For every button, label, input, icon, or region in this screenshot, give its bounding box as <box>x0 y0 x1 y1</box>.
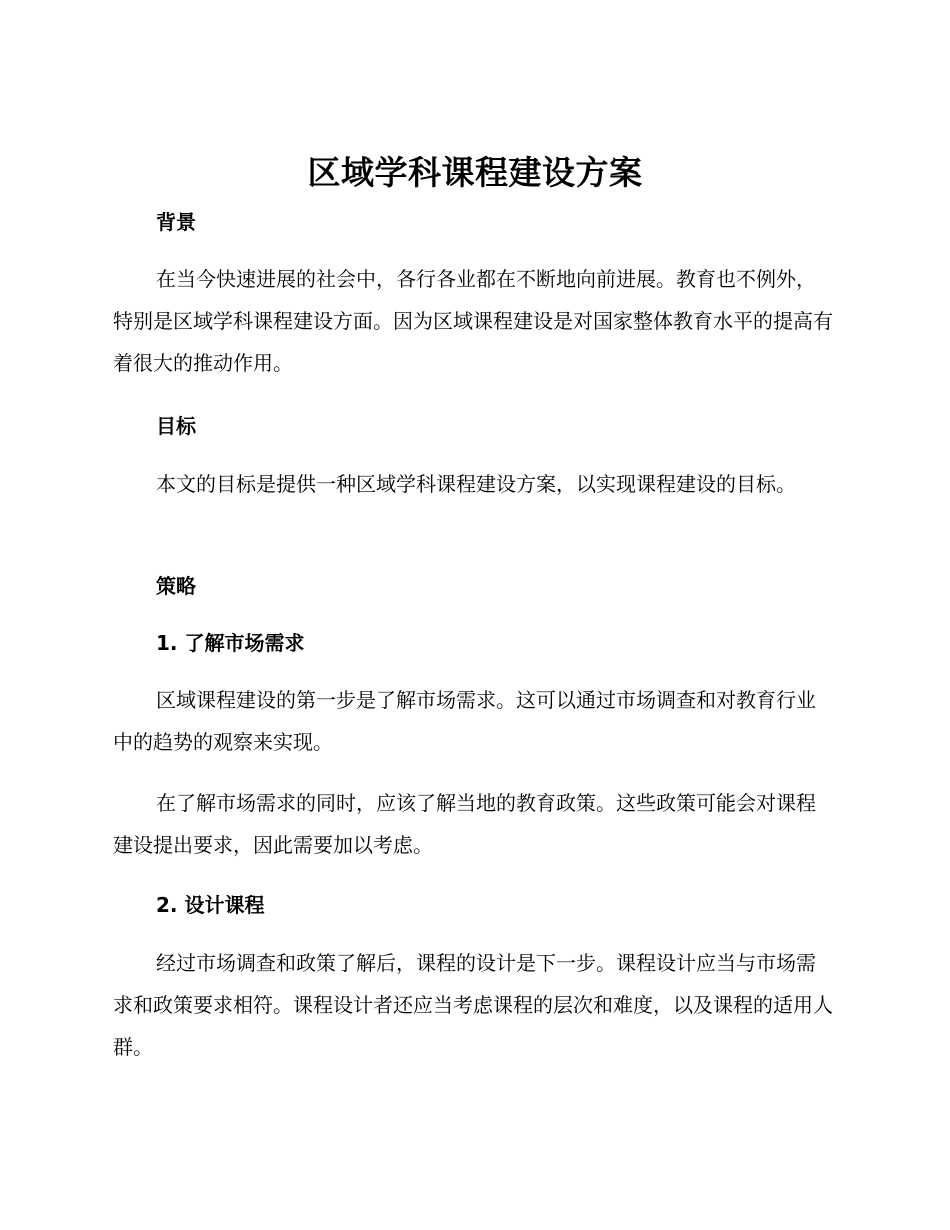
section-heading-background: 背景 <box>156 210 196 234</box>
paragraph-goal: 本文的目标是提供一种区域学科课程建设方案，以实现课程建设的目标。 <box>156 472 796 496</box>
subheading-understand-market: 1. 了解市场需求 <box>156 631 305 655</box>
paragraph-course-design: 经过市场调查和政策了解后，课程的设计是下一步。课程设计应当与市场需求和政策要求相符。课程设计者还应当考虑课程的层次和难度，以及课程的适用人群。 <box>113 951 833 1059</box>
paragraph-market-demand: 区域课程建设的第一步是了解市场需求。这可以通过市场调查和对教育行业中的趋势的观察来实现。 <box>113 688 816 754</box>
section-heading-strategy: 策略 <box>156 574 196 598</box>
paragraph-background: 在当今快速进展的社会中，各行各业都在不断地向前进展。教育也不例外，特别是区域学科课程建设方面。因为区域课程建设是对国家整体教育水平的提高有着很大的推动作用。 <box>113 267 833 375</box>
document-title: 区域学科课程建设方案 <box>307 153 643 192</box>
subheading-design-course: 2. 设计课程 <box>156 893 265 917</box>
section-heading-goal: 目标 <box>156 414 196 438</box>
paragraph-education-policy: 在了解市场需求的同时，应该了解当地的教育政策。这些政策可能会对课程建设提出要求，因此需要加以考虑。 <box>113 791 816 857</box>
